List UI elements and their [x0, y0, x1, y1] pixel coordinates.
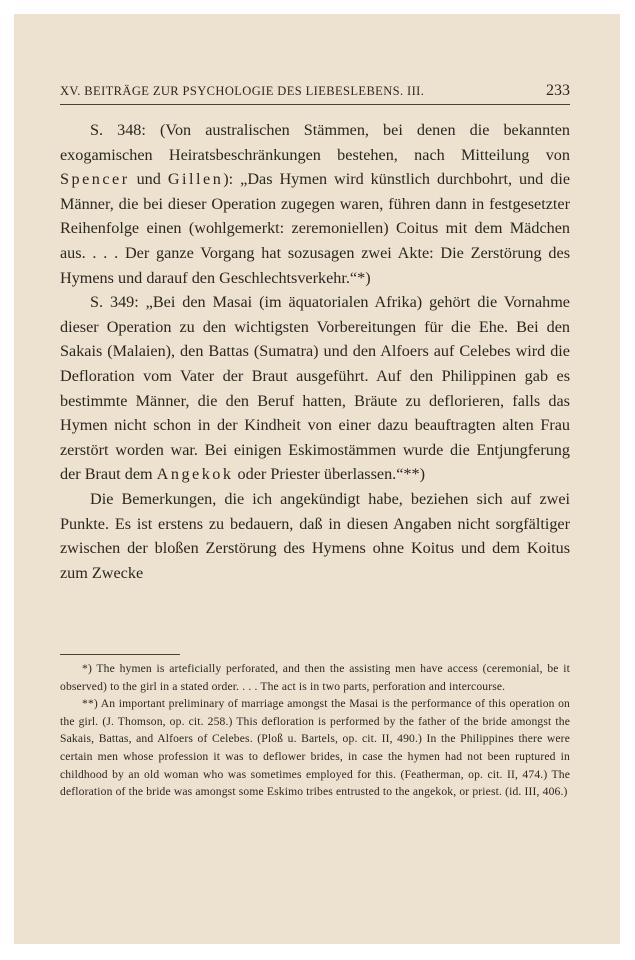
footnotes [60, 660, 570, 801]
paragraph-3 [60, 487, 570, 585]
main-text [60, 118, 570, 585]
footnote-2: **) An important preliminary of marriage amongst the Masai is the performance of this operation on the girl. (J. Thomson, op. cit. 258.) This defloration is performed by the father of the bride amongst the Sakais, Battas, and Alfoers of Celebes. (Ploß u. Bartels, op. cit. II, 490.) In the Philippines there were certain men whose profession it was to deflower brides, in case the hymen had not been ruptured in childhood by an old woman who was sometimes employed for this. (Featherman, op. cit. II, 474.) The defloration of the bride was amongst some Eskimo tribes entrusted to the angekok, or priest. (id. III, 406.) [60, 697, 570, 799]
paragraph-2 [60, 290, 570, 487]
text-run: S. 349: „Bei den Masai (im äquatorialen Afrika) gehört die Vornahme dieser Operation zu den wichtigsten Vorbereitungen für die Ehe. Bei den Sakais (Malaien), den Battas (Sumatra) und den Alfoers auf Celebes wird die Defloration vom Vater der Braut ausgeführt. Auf den Philippinen gab es bestimmte Männer, die den Beruf hatten, Bräute zu deflorieren, falls das Hymen nicht schon in der Kindheit von einer dazu beauftragten alten Frau zerstört worden war. Bei einigen Eskimostämmen wurde die Entjungferung der Braut dem [60, 293, 570, 484]
running-title: XV. BEITRÄGE ZUR PSYCHOLOGIE DES LIEBESLEBENS. III. [60, 84, 425, 98]
text-run: Die Bemerkungen, die ich angekündigt habe, beziehen sich auf zwei Punkte. Es ist erstens zu bedauern, daß in diesen Angaben nicht sorgfältiger zwischen der bloßen Zerstörung des Hymens ohne Koitus und dem Koitus zum Zwecke [60, 489, 570, 582]
paragraph-1 [60, 118, 570, 290]
book-page [14, 14, 620, 944]
spaced-name-spencer: Spencer [60, 170, 130, 189]
footnote-rule [60, 654, 180, 655]
spaced-name-gillen: Gillen [167, 170, 224, 189]
spaced-word-angekok: Angekok [156, 465, 234, 484]
footnote-1: *) The hymen is arteficially perforated, and then the assisting men have access (ceremonial, be it observed) to the girl in a stated order. . . . The act is in two parts, perforation and intercourse. [60, 662, 570, 693]
text-run: und [129, 170, 168, 189]
page-number: 233 [546, 82, 570, 99]
text-run: oder Priester überlassen.“**) [233, 465, 425, 484]
running-header [60, 74, 570, 105]
text-run: S. 348: (Von australischen Stämmen, bei denen die bekannten exogamischen Heiratsbeschränkungen bestehen, nach Mitteilung von [60, 121, 570, 164]
text-run: ): „Das Hymen wird künstlich durchbohrt, und die Männer, die bei dieser Operation zugegen waren, führen dann in festgesetzter Reihenfolge einen (wohlgemerkt: zeremoniellen) Coitus mit dem Mädchen aus. . . . Der ganze Vorgang hat sozusagen zwei Akte: Die Zerstörung des Hymens und darauf den Geschlechtsverkehr.“*) [60, 170, 570, 287]
